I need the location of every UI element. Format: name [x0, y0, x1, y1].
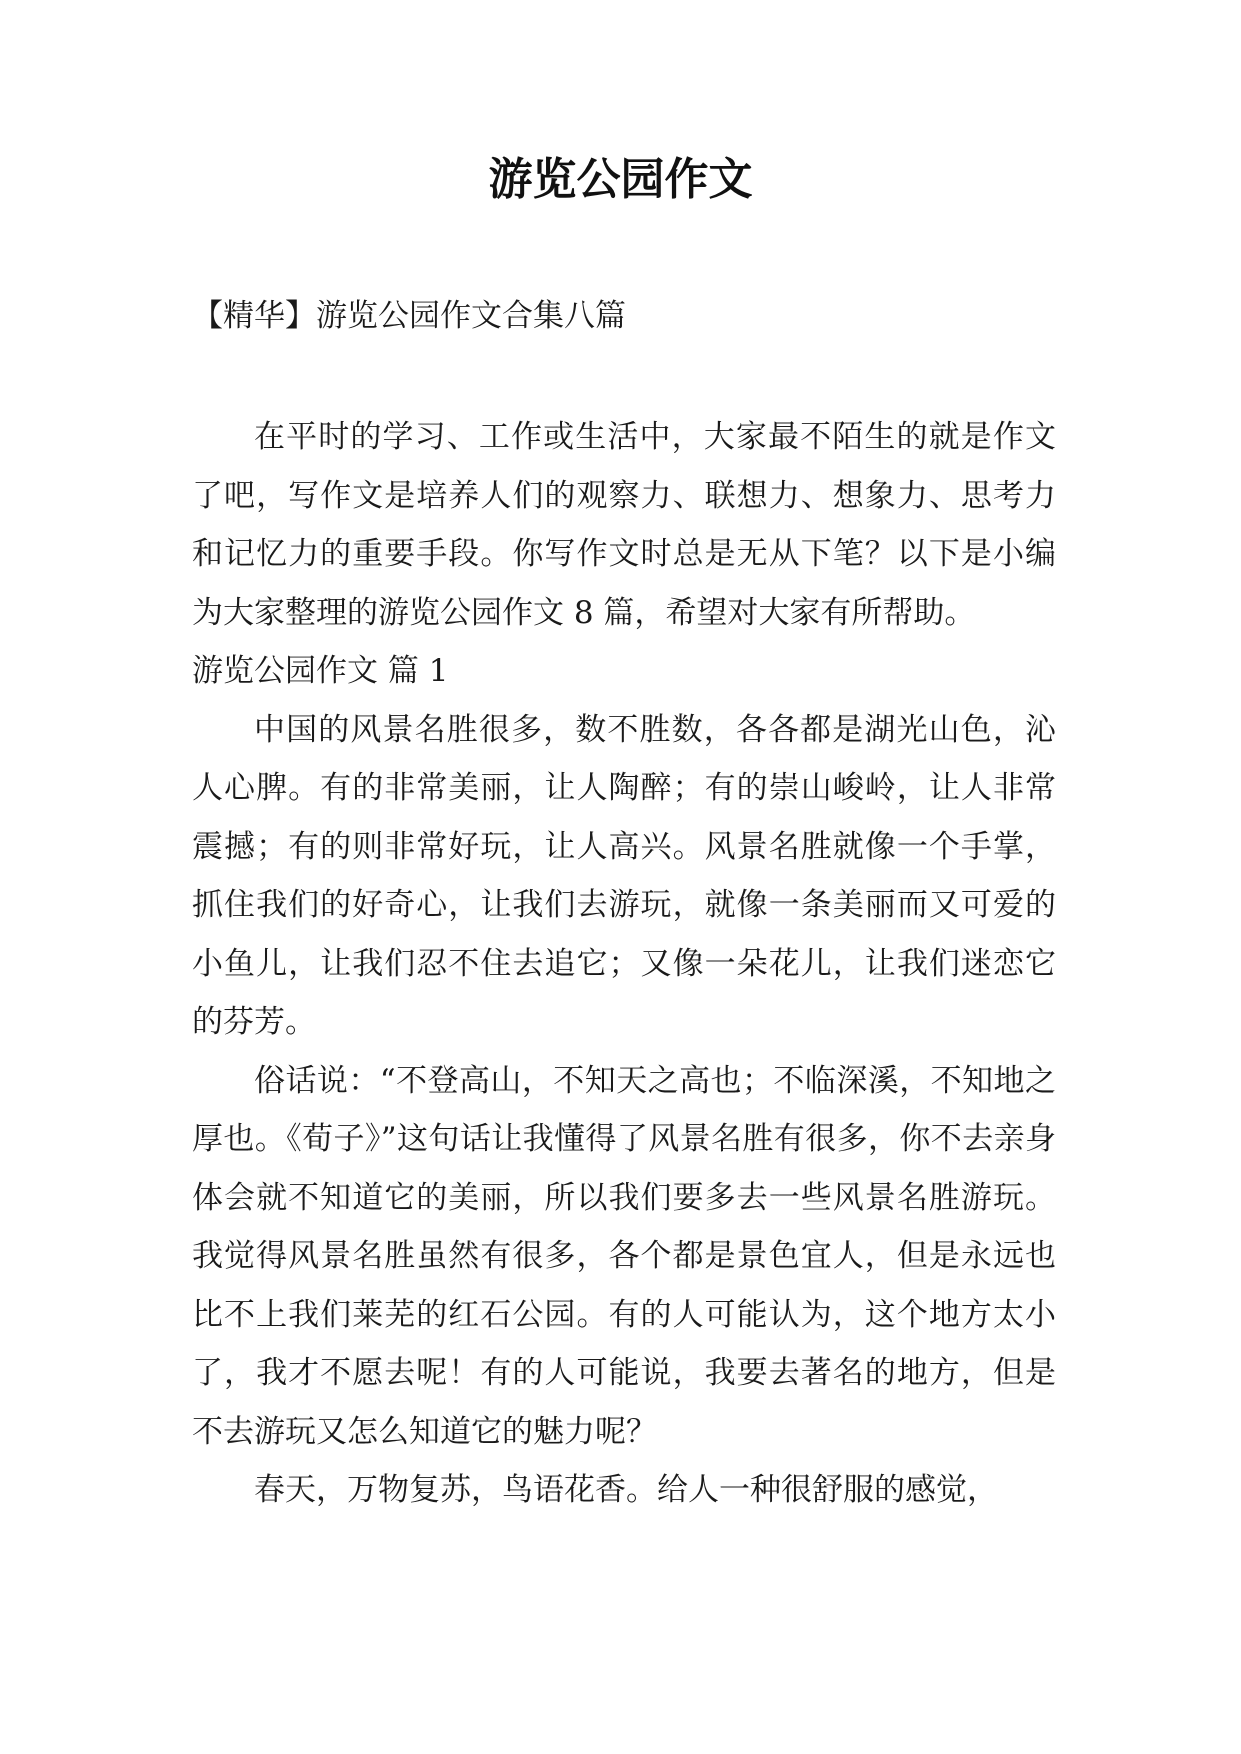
document-title: 游览公园作文 [488, 154, 753, 205]
body-paragraph-3: 春天，万物复苏，鸟语花香。给人一种很舒服的感觉， [254, 1472, 998, 1508]
section-heading: 游览公园作文 篇 1 [192, 653, 449, 689]
body-paragraph-2: 俗话说：“不登高山，不知天之高也；不临深溪，不知地之厚也。《荀子》”这句话让我懂得了风景名胜有很多，你不去亲身体会就不知道它的美丽，所以我们要多去一些风景名胜游玩。我觉得风景名胜虽然有很多，各个都是景色宜人，但是永远也比不上我们莱芜的红石公园。有的人可能认为，这个地方太小了，我才不愿去呢！有的人可能说，我要去著名的地方，但是不去游玩又怎么知道它的魅力呢？ [192, 1062, 1056, 1450]
document-body [192, 408, 1056, 1520]
body-paragraph-1: 中国的风景名胜很多，数不胜数，各各都是湖光山色，沁人心脾。有的非常美丽，让人陶醉；有的崇山峻岭，让人非常震撼；有的则非常好玩，让人高兴。风景名胜就像一个手掌，抓住我们的好奇心，让我们去游玩，就像一条美丽而又可爱的小鱼儿，让我们忍不住去追它；又像一朵花儿，让我们迷恋它的芬芳。 [192, 711, 1056, 1040]
intro-paragraph: 在平时的学习、工作或生活中，大家最不陌生的就是作文了吧，写作文是培养人们的观察力、联想力、想象力、思考力和记忆力的重要手段。你写作文时总是无从下笔？以下是小编为大家整理的游览公园作文 8 篇，希望对大家有所帮助。 [192, 419, 1056, 631]
document-subtitle: 【精华】游览公园作文合集八篇 [192, 298, 626, 334]
